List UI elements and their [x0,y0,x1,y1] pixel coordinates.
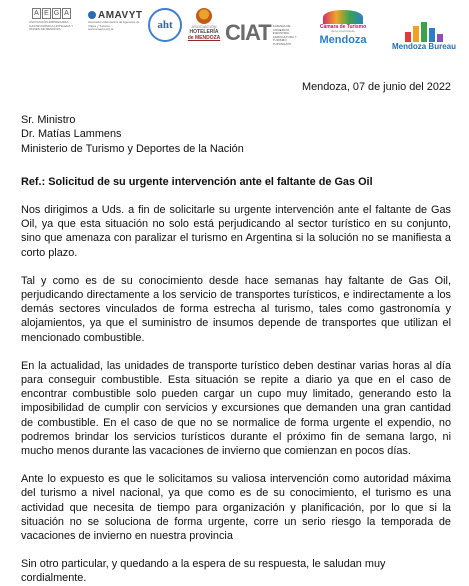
camara-small: de la provincia de [331,29,355,33]
recipient-line: Dr. Matías Lammens [21,128,122,141]
hoteleria-top: ASOCIACIÓN [191,24,217,29]
letter-body [21,80,451,586]
aega-logo [29,8,81,32]
swirl-icon [323,10,363,24]
closing-line: Sin otro particular, y quedando a la espera de su respuesta, le saludan muy cordialmente. [21,558,386,585]
ciat-logo [225,22,305,47]
sun-icon [196,8,212,24]
camara-turismo-logo [304,10,382,46]
hoteleria-city: de MENDOZA [187,35,221,41]
aht-name: aht [157,19,173,31]
body-paragraph: En la actualidad, las unidades de transporte turístico deben destinar varias horas al día para conseguir combustible. Esta situación se repite a diario ya que en el caso de encontrar combustible solo pueden cargar un cupo muy limitado, generando esto la imposibilidad de cumplir con servicios y excursiones que demanden una gran cantidad de combustible. En el caso de que no se normalice de forma urgente el expendio, no podremos brindar los servicios turísticos durante el próximo fin de semana largo, ni mucho menos durante las vacaciones de invierno que comienzan en pocos días. [21,359,451,458]
aht-logo [148,8,182,42]
camara-top: Cámara de Turismo [319,24,367,30]
recipient-block [21,113,451,156]
subject-line: Ref.: Solicitud de su urgente intervención ante el faltante de Gas Oil [21,175,373,188]
aega-letter: E [42,8,51,19]
recipient-line: Sr. Ministro [21,114,76,127]
hoteleria-logo [186,8,222,41]
amavyt-name: AMAVYT [88,10,146,21]
hoteleria-name: HOTELERÍA [189,29,219,35]
mendoza-bureau-name: Mendoza Bureau [391,42,456,51]
bars-icon [384,22,464,42]
aega-letter: A [62,8,71,19]
amavyt-caption: Asociación Mendocina de Agencias de Viajes y Turismo [88,20,140,28]
amavyt-url: www.amavyt.org.ar [88,27,114,31]
aega-letter: A [32,8,41,19]
body-paragraph: Ante lo expuesto es que le solicitamos su valiosa intervención como autoridad máxima del turismo a nivel nacional, ya que como es de su conocimiento, el turismo es una actividad que necesita de tiempo para organización y planificación, por lo que si la situación no se soluciona de forma urgente, corre un serio riesgo la temporada de vacaciones de invierno en nuestra provincia [21,473,451,543]
ciat-name: CIAT [225,20,271,45]
ciat-caption: CÁMARA DE COMERCIO, INDUSTRIA, AGRICULTURA Y TURISMO TUPUNGATO [272,24,297,46]
recipient-line: Ministerio de Turismo y Deportes de la Nación [21,142,244,155]
logo-header [0,0,469,62]
aega-caption: ASOCIACIÓN EMPRESARIA GASTRONÓMICA HOTELERA Y AFINES DE MENDOZA [29,20,74,31]
amavyt-logo [88,10,146,32]
camara-city: Mendoza [319,33,367,46]
letter-date: Mendoza, 07 de junio del 2022 [302,81,451,93]
body-paragraph: Tal y como es de su conocimiento desde hace semanas hay faltante de Gas Oil, perjudicando directamente a los servicio de transportes turísticos, e indirectamente a los demás sectores vinculados de forma estrecha al turismo, tales como gastronomía y alojamientos, ya que el suministro de insumos depende de transportes que utilizan el mencionado combustible. [21,274,451,344]
aega-letters [32,8,81,19]
body-paragraph: Nos dirigimos a Uds. a fin de solicitarle su urgente intervención ante el faltante de Gas Oil, ya que esta situación no solo está perjudicando al sector turístico en su conjunto, sino que amenaza con paralizar el turismo en Argentina si la solución no se manifiesta a corto plazo. [21,204,451,259]
mendoza-bureau-logo [384,22,464,51]
aega-letter: G [53,10,60,17]
